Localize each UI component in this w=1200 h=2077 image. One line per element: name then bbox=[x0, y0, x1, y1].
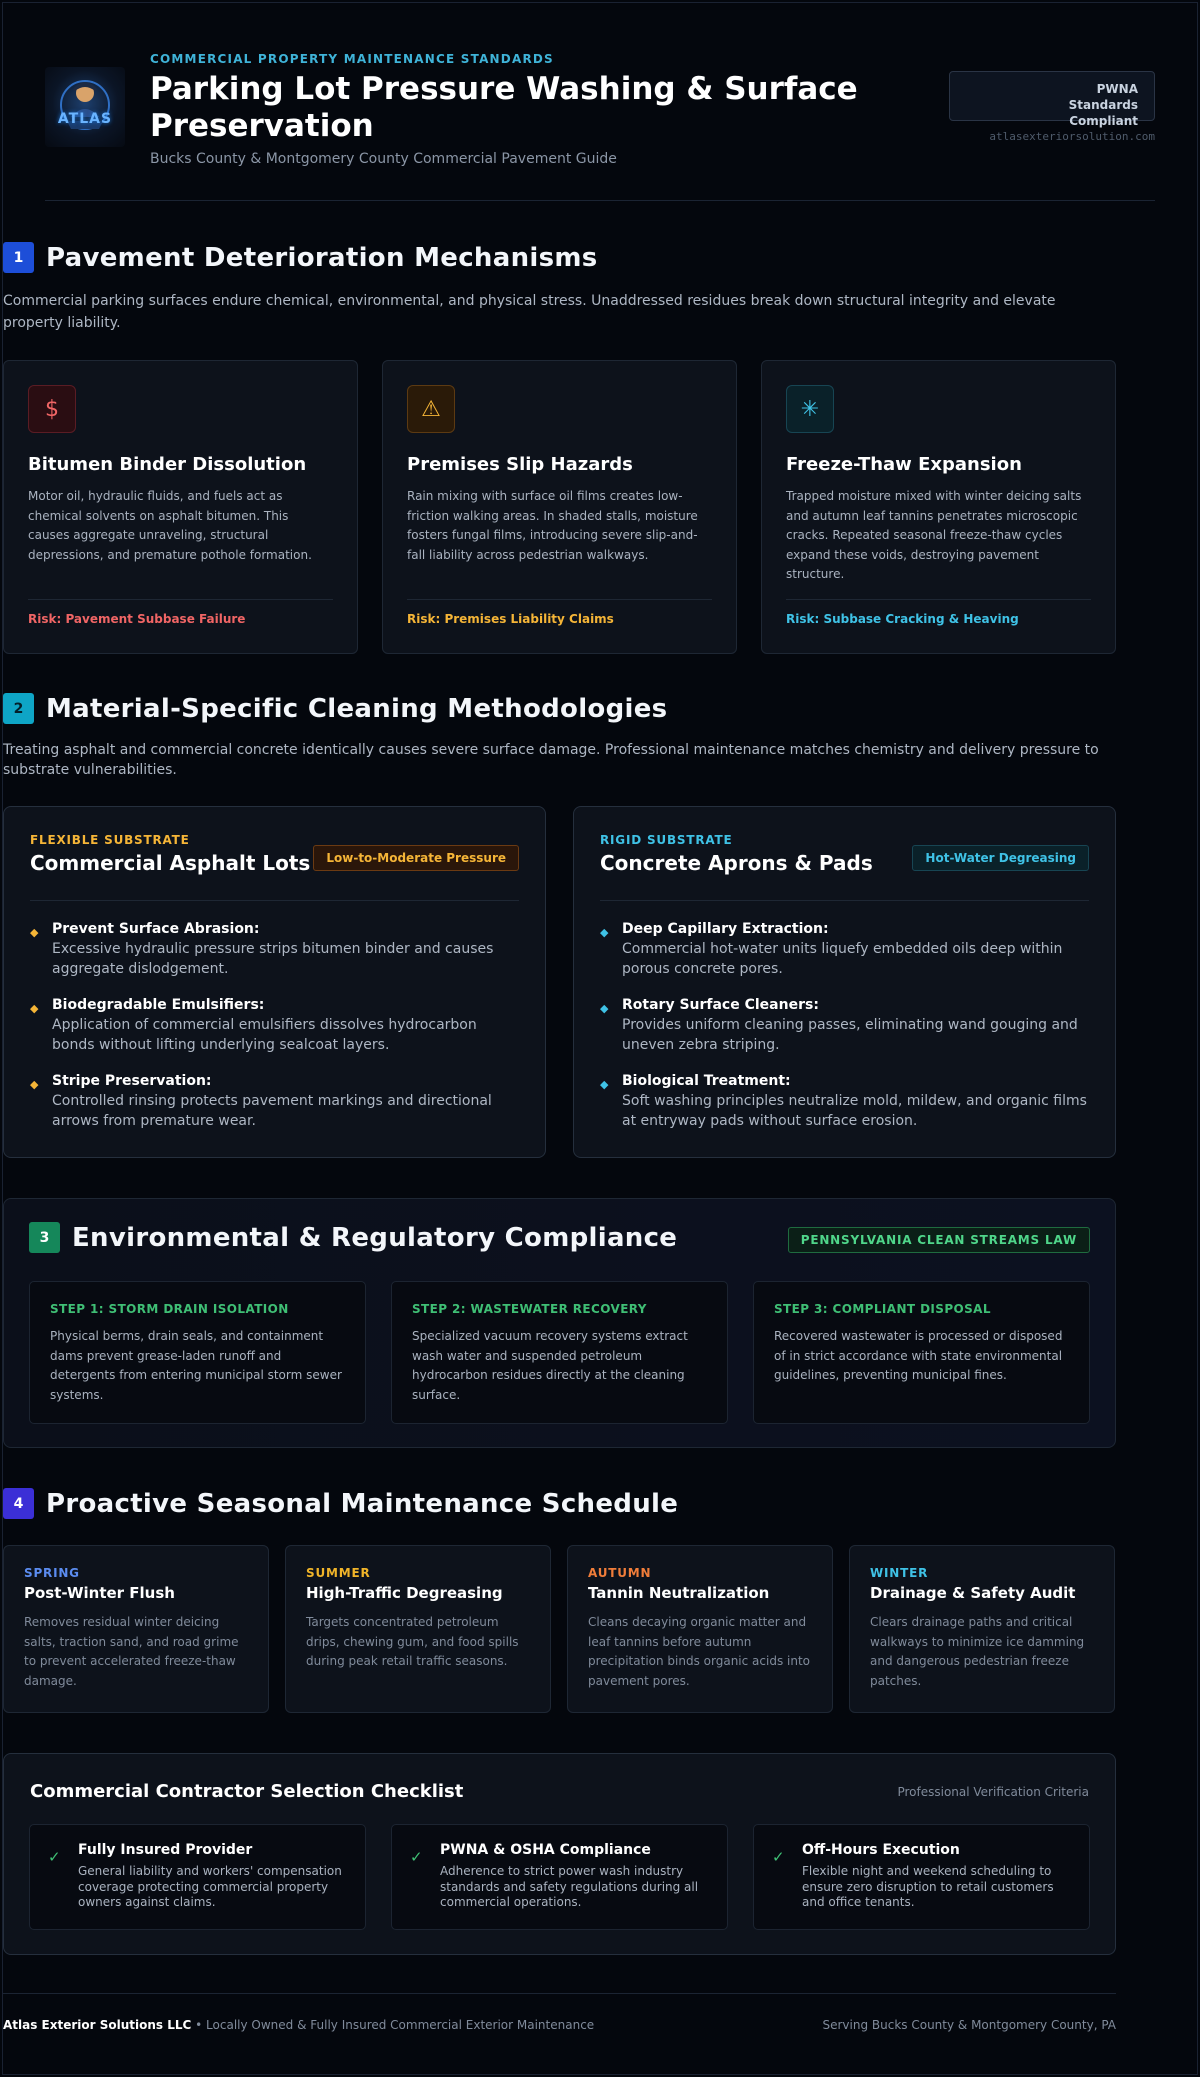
compliance-badge bbox=[949, 71, 1155, 128]
section-4-heading bbox=[3, 1488, 678, 1519]
item-text: Controlled rinsing protects pavement markings and directional arrows from premature wear. bbox=[52, 1093, 492, 1129]
item-text: Application of commercial emulsifiers dissolves hydrocarbon bonds without lifting underlying sealcoat layers. bbox=[52, 1017, 477, 1053]
page-title: Parking Lot Pressure Washing & Surface Preservation bbox=[150, 71, 858, 144]
divider bbox=[30, 900, 519, 901]
checklist-item-title: PWNA & OSHA Compliance bbox=[440, 1842, 651, 1858]
item-heading: Stripe Preservation: bbox=[52, 1073, 212, 1089]
section-number: 4 bbox=[3, 1488, 34, 1519]
page-subtitle: Bucks County & Montgomery County Commercial Pavement Guide bbox=[150, 151, 617, 167]
contractor-checklist bbox=[3, 1753, 1116, 1955]
card-body: Trapped moisture mixed with winter deicing salts and autumn leaf tannins penetrates microscopic cracks. Repeated seasonal freeze-thaw cycles expand these voids, destroying pavement structure. bbox=[786, 489, 1082, 581]
section-title: Environmental & Regulatory Compliance bbox=[72, 1222, 678, 1253]
card-body: Rain mixing with surface oil films creates low-friction walking areas. In shaded stalls, moisture fosters fungal films, introducing severe slip-and-fall liability across pedestrian walkways. bbox=[407, 489, 698, 562]
checklist-item bbox=[29, 1824, 366, 1930]
step-title: STEP 3: COMPLIANT DISPOSAL bbox=[774, 1302, 991, 1316]
logo-emblem-icon bbox=[45, 67, 125, 147]
season-body: Clears drainage paths and critical walkways to minimize ice damming and dangerous pedestrian freeze patches. bbox=[870, 1615, 1085, 1688]
diamond-bullet-icon: ◆ bbox=[30, 1078, 39, 1091]
card-title: Freeze-Thaw Expansion bbox=[786, 454, 1022, 475]
page-footer bbox=[3, 1993, 1116, 2032]
checkmark-icon: ✓ bbox=[410, 1848, 423, 1866]
list-item bbox=[600, 1072, 1089, 1131]
pressure-badge: Low-to-Moderate Pressure bbox=[313, 845, 519, 871]
season-card bbox=[567, 1545, 833, 1713]
card-title: Bitumen Binder Dissolution bbox=[28, 454, 307, 475]
compliance-step bbox=[29, 1281, 366, 1424]
list-item bbox=[600, 996, 1089, 1055]
season-body: Targets concentrated petroleum drips, chewing gum, and food spills during peak retail traffic seasons. bbox=[306, 1615, 519, 1668]
website-domain: atlasexteriorsolution.com bbox=[989, 130, 1155, 143]
snowflake-icon: ✳ bbox=[786, 385, 834, 433]
season-card bbox=[849, 1545, 1115, 1713]
diamond-bullet-icon: ◆ bbox=[600, 1002, 609, 1015]
item-text: Excessive hydraulic pressure strips bitumen binder and causes aggregate dislodgement. bbox=[52, 941, 494, 977]
mechanism-card bbox=[382, 360, 737, 654]
season-body: Cleans decaying organic matter and leaf tannins before autumn precipitation binds organic acids into pavement pores. bbox=[588, 1615, 810, 1688]
step-body: Recovered wastewater is processed or disposed of in strict accordance with state environmental guidelines, preventing municipal fines. bbox=[774, 1329, 1063, 1382]
season-title: Drainage & Safety Audit bbox=[870, 1584, 1076, 1602]
compliance-step bbox=[391, 1281, 728, 1424]
substrate-label: FLEXIBLE SUBSTRATE bbox=[30, 833, 190, 847]
section-title: Pavement Deterioration Mechanisms bbox=[46, 242, 598, 273]
section-3-heading bbox=[29, 1222, 677, 1253]
card-title: Premises Slip Hazards bbox=[407, 454, 633, 475]
diamond-bullet-icon: ◆ bbox=[600, 926, 609, 939]
season-card bbox=[3, 1545, 269, 1713]
checklist-item bbox=[391, 1824, 728, 1930]
diamond-bullet-icon: ◆ bbox=[30, 1002, 39, 1015]
method-list bbox=[30, 920, 519, 1148]
season-card bbox=[285, 1545, 551, 1713]
list-item bbox=[30, 996, 519, 1055]
section-number: 2 bbox=[3, 693, 34, 724]
card-body: Motor oil, hydraulic fluids, and fuels act as chemical solvents on asphalt bitumen. This causes aggregate unraveling, structural depressions, and premature pothole formation. bbox=[28, 489, 312, 562]
page-header bbox=[45, 3, 1155, 201]
compliance-badge-label: PWNA Standards Compliant bbox=[1068, 82, 1138, 128]
mechanism-card bbox=[3, 360, 358, 654]
list-item bbox=[600, 920, 1089, 979]
section-title: Material-Specific Cleaning Methodologies bbox=[46, 693, 668, 724]
card-title: Commercial Asphalt Lots bbox=[30, 851, 311, 875]
season-name: SUMMER bbox=[306, 1566, 371, 1580]
card-title: Concrete Aprons & Pads bbox=[600, 851, 873, 875]
method-list bbox=[600, 920, 1089, 1148]
footer-company: Atlas Exterior Solutions LLC bbox=[3, 2018, 192, 2032]
footer-service-area: Serving Bucks County & Montgomery County, PA bbox=[822, 2018, 1116, 2032]
step-body: Specialized vacuum recovery systems extract wash water and suspended petroleum hydrocarbon residues directly at the cleaning surface. bbox=[412, 1329, 688, 1402]
method-badge: Hot-Water Degreasing bbox=[912, 845, 1089, 871]
diamond-bullet-icon: ◆ bbox=[600, 1078, 609, 1091]
diamond-bullet-icon: ◆ bbox=[30, 926, 39, 939]
checklist-item-body: General liability and workers' compensation coverage protecting commercial property owners against claims. bbox=[78, 1864, 342, 1909]
regulation-badge: PENNSYLVANIA CLEAN STREAMS LAW bbox=[788, 1227, 1090, 1253]
season-name: AUTUMN bbox=[588, 1566, 652, 1580]
section-description: Treating asphalt and commercial concrete identically causes severe surface damage. Professional maintenance matches chemistry and delivery pressure to substrate vulnerabilities. bbox=[3, 742, 1099, 778]
season-name: WINTER bbox=[870, 1566, 929, 1580]
section-number: 3 bbox=[29, 1222, 60, 1253]
compliance-section bbox=[3, 1198, 1116, 1448]
item-heading: Biodegradable Emulsifiers: bbox=[52, 997, 265, 1013]
checkmark-icon: ✓ bbox=[772, 1848, 785, 1866]
risk-label: Risk: Pavement Subbase Failure bbox=[28, 599, 333, 626]
season-title: High-Traffic Degreasing bbox=[306, 1584, 503, 1602]
checklist-item-body: Flexible night and weekend scheduling to ensure zero disruption to retail customers and office tenants. bbox=[802, 1864, 1054, 1909]
checklist-item-title: Fully Insured Provider bbox=[78, 1842, 253, 1858]
footer-tagline: • Locally Owned & Fully Insured Commercial Exterior Maintenance bbox=[191, 2018, 595, 2032]
mechanism-card bbox=[761, 360, 1116, 654]
checklist-item-title: Off-Hours Execution bbox=[802, 1842, 960, 1858]
step-title: STEP 1: STORM DRAIN ISOLATION bbox=[50, 1302, 289, 1316]
concrete-method-card bbox=[573, 806, 1116, 1158]
divider bbox=[600, 900, 1089, 901]
item-heading: Prevent Surface Abrasion: bbox=[52, 921, 260, 937]
item-heading: Deep Capillary Extraction: bbox=[622, 921, 829, 937]
season-title: Post-Winter Flush bbox=[24, 1584, 175, 1602]
season-title: Tannin Neutralization bbox=[588, 1584, 770, 1602]
checklist-item bbox=[753, 1824, 1090, 1930]
section-description: Commercial parking surfaces endure chemical, environmental, and physical stress. Unaddressed residues break down structural integrity and elevate property liability. bbox=[3, 293, 1056, 331]
asphalt-method-card bbox=[3, 806, 546, 1158]
checkmark-icon: ✓ bbox=[48, 1848, 61, 1866]
section-number: 1 bbox=[3, 242, 34, 273]
section-title: Proactive Seasonal Maintenance Schedule bbox=[46, 1488, 679, 1519]
warning-icon: ⚠ bbox=[407, 385, 455, 433]
season-name: SPRING bbox=[24, 1566, 80, 1580]
logo-text: ATLAS bbox=[57, 111, 113, 127]
step-title: STEP 2: WASTEWATER RECOVERY bbox=[412, 1302, 647, 1316]
page bbox=[2, 2, 1198, 2075]
checklist-item-body: Adherence to strict power wash industry standards and safety regulations during all commercial operations. bbox=[440, 1864, 699, 1909]
dollar-icon: $ bbox=[28, 385, 76, 433]
item-heading: Rotary Surface Cleaners: bbox=[622, 997, 819, 1013]
list-item bbox=[30, 920, 519, 979]
header-eyebrow: COMMERCIAL PROPERTY MAINTENANCE STANDARDS bbox=[150, 52, 554, 66]
risk-label: Risk: Subbase Cracking & Heaving bbox=[786, 599, 1091, 626]
checklist-title: Commercial Contractor Selection Checklist bbox=[30, 1781, 464, 1802]
section-1-heading bbox=[3, 242, 598, 273]
checklist-criteria: Professional Verification Criteria bbox=[897, 1785, 1089, 1799]
compliance-step bbox=[753, 1281, 1090, 1424]
company-logo bbox=[45, 67, 125, 147]
season-body: Removes residual winter deicing salts, traction sand, and road grime to prevent accelerated freeze-thaw damage. bbox=[24, 1615, 239, 1688]
risk-label: Risk: Premises Liability Claims bbox=[407, 599, 712, 626]
section-2-heading bbox=[3, 693, 667, 724]
list-item bbox=[30, 1072, 519, 1131]
step-body: Physical berms, drain seals, and containment dams prevent grease-laden runoff and detergents from entering municipal storm sewer systems. bbox=[50, 1329, 342, 1402]
item-text: Provides uniform cleaning passes, eliminating wand gouging and uneven zebra striping. bbox=[622, 1017, 1078, 1053]
substrate-label: RIGID SUBSTRATE bbox=[600, 833, 733, 847]
item-text: Commercial hot-water units liquefy embedded oils deep within porous concrete pores. bbox=[622, 941, 1063, 977]
item-heading: Biological Treatment: bbox=[622, 1073, 791, 1089]
item-text: Soft washing principles neutralize mold, mildew, and organic films at entryway pads without surface erosion. bbox=[622, 1093, 1087, 1129]
